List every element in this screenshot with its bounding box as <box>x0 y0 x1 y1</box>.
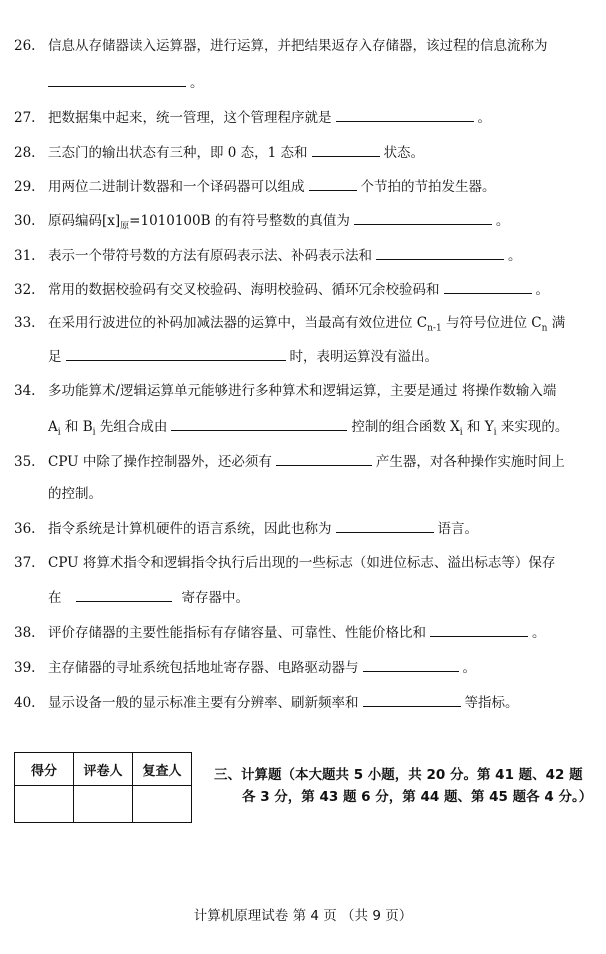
question-text: 评价存储器的主要性能指标有存储容量、可靠性、性能价格比和 <box>48 625 426 641</box>
score-header: 得分 <box>15 753 74 786</box>
question-text: 在 <box>48 590 62 606</box>
question-text: 来实现的。 <box>496 419 569 435</box>
question-number: 31. <box>14 248 36 264</box>
question-40 <box>14 692 598 713</box>
question-text-cont: =1010100B 的有符号整数的真值为 <box>129 213 350 229</box>
question-text-cont: 满 <box>547 315 566 331</box>
question-36 <box>14 518 598 539</box>
reviewer-header: 复查人 <box>133 753 192 786</box>
section-heading <box>214 764 594 808</box>
question-number: 30. <box>14 213 36 229</box>
question-number: 33. <box>14 315 36 331</box>
question-text: 常用的数据校验码有交叉校验码、海明校验码、循环冗余校验码和 <box>48 282 440 298</box>
question-text-end: 等指标。 <box>464 695 519 711</box>
question-text-end: 时，表明运算没有溢出。 <box>289 349 438 365</box>
subscript: 原 <box>120 221 130 232</box>
answer-blank[interactable] <box>354 210 492 225</box>
question-text: A <box>48 419 58 435</box>
question-number: 27. <box>14 110 36 126</box>
question-text: 控制的组合函数 X <box>351 419 460 435</box>
answer-blank[interactable] <box>363 657 459 672</box>
question-28 <box>14 142 598 163</box>
subscript: i <box>57 427 61 438</box>
question-26 <box>14 36 598 56</box>
score-cell[interactable] <box>15 786 74 823</box>
answer-blank[interactable] <box>430 622 528 637</box>
question-number: 36. <box>14 521 36 537</box>
question-end: 。 <box>462 660 476 676</box>
question-text-end: 寄存器中。 <box>181 590 249 606</box>
question-27 <box>14 107 598 128</box>
question-number: 38. <box>14 625 36 641</box>
question-end: 。 <box>532 625 546 641</box>
question-number: 35. <box>14 454 36 470</box>
page-footer: 计算机原理试卷 第 4 页 （共 9 页） <box>193 908 413 924</box>
question-text: 表示一个带符号数的方法有原码表示法、补码表示法和 <box>48 248 372 264</box>
question-number: 34. <box>14 383 36 399</box>
question-35 <box>14 451 598 472</box>
answer-blank[interactable] <box>171 416 347 431</box>
question-end: 。 <box>535 282 549 298</box>
question-end: 。 <box>190 75 204 91</box>
section-heading-line2: 各 3 分，第 43 题 6 分，第 44 题、第 45 题各 4 分。） <box>242 789 593 805</box>
question-text-end: 语言。 <box>437 521 478 537</box>
question-34 <box>14 381 598 401</box>
question-34-line2 <box>48 416 568 443</box>
question-number: 39. <box>14 660 36 676</box>
score-table-row <box>15 786 192 823</box>
subscript: i <box>92 427 96 438</box>
question-text-cont: 与符号位进位 C <box>441 315 542 331</box>
question-end: 。 <box>508 248 522 264</box>
question-number: 28. <box>14 145 36 161</box>
question-text-end: 状态。 <box>383 145 425 161</box>
question-37-line2 <box>48 587 249 608</box>
question-text: 原码编码[x] <box>48 213 121 229</box>
question-end: 。 <box>477 110 491 126</box>
question-number: 26. <box>14 38 36 54</box>
question-text: 多功能算术/逻辑运算单元能够进行多种算术和逻辑运算，主要是通过 将操作数输入端 <box>48 383 557 399</box>
answer-blank[interactable] <box>444 279 532 294</box>
question-39 <box>14 657 598 678</box>
answer-blank[interactable] <box>312 142 380 157</box>
question-32 <box>14 279 598 300</box>
question-text: CPU 中除了操作控制器外，还必须有 <box>48 454 272 470</box>
question-text: 和 Y <box>462 419 494 435</box>
grader-cell[interactable] <box>74 786 133 823</box>
question-33-line2 <box>48 346 438 367</box>
answer-blank[interactable] <box>376 245 504 260</box>
question-text-end: 产生器，对各种操作实施时间上 <box>375 454 565 470</box>
question-text: 指令系统是计算机硬件的语言系统，因此也称为 <box>48 521 332 537</box>
question-38 <box>14 622 598 643</box>
question-31 <box>14 245 598 266</box>
question-35-line2 <box>48 484 102 504</box>
question-text: CPU 将算术指令和逻辑指令执行后出现的一些标志（如进位标志、溢出标志等）保存 <box>48 555 556 571</box>
answer-blank[interactable] <box>66 346 286 361</box>
question-text: 先组合成由 <box>95 419 168 435</box>
answer-blank[interactable] <box>309 176 357 191</box>
answer-blank[interactable] <box>363 692 461 707</box>
question-number: 32. <box>14 282 36 298</box>
score-table-header <box>15 753 192 786</box>
question-end: 。 <box>495 213 510 229</box>
answer-blank[interactable] <box>76 587 172 602</box>
section-heading-line1: 三、计算题（本大题共 5 小题，共 20 分。第 41 题、42 题 <box>214 767 583 783</box>
question-text: 信息从存储器读入运算器，进行运算，并把结果返存入存储器，该过程的信息流称为 <box>48 38 548 54</box>
question-text-end: 个节拍的节拍发生器。 <box>360 179 496 195</box>
question-text: 的控制。 <box>48 486 102 502</box>
question-number: 29. <box>14 179 36 195</box>
subscript: n <box>541 323 548 334</box>
score-table <box>14 752 192 823</box>
answer-blank[interactable] <box>276 451 372 466</box>
question-text: 足 <box>48 349 62 365</box>
subscript: i <box>493 427 497 438</box>
question-number: 40. <box>14 695 36 711</box>
subscript: i <box>459 427 463 438</box>
reviewer-cell[interactable] <box>133 786 192 823</box>
question-37 <box>14 553 598 573</box>
question-number: 37. <box>14 555 36 571</box>
answer-blank[interactable] <box>48 72 186 87</box>
answer-blank[interactable] <box>336 107 474 122</box>
question-29 <box>14 176 598 197</box>
question-text: 三态门的输出状态有三种，即 0 态，1 态和 <box>48 145 308 161</box>
question-33 <box>14 313 598 339</box>
question-30 <box>14 210 598 237</box>
question-text: 把数据集中起来，统一管理，这个管理程序就是 <box>48 110 332 126</box>
question-text: 主存储器的寻址系统包括地址寄存器、电路驱动器与 <box>48 660 359 676</box>
grader-header: 评卷人 <box>74 753 133 786</box>
question-text: 用两位二进制计数器和一个译码器可以组成 <box>48 179 305 195</box>
question-text: 在采用行波进位的补码加减法器的运算中，当最高有效位进位 C <box>48 315 428 331</box>
question-26-line2 <box>48 72 204 93</box>
question-text: 显示设备一般的显示标准主要有分辨率、刷新频率和 <box>48 695 359 711</box>
subscript: n-1 <box>427 323 442 334</box>
question-text: 和 B <box>60 419 93 435</box>
answer-blank[interactable] <box>336 518 434 533</box>
